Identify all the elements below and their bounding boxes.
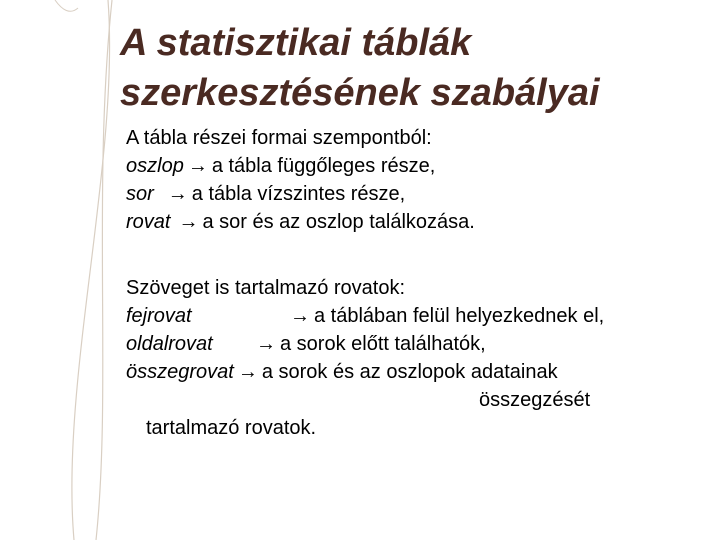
term-osszegrovat: összegrovat (126, 361, 234, 383)
title-line-1: A statisztikai táblák (120, 22, 472, 64)
list-item (126, 302, 604, 330)
arrow-icon: → (167, 183, 188, 205)
decorative-curve-left (72, 0, 110, 540)
decorative-curve-right (96, 0, 112, 540)
term-oldalrovat: oldalrovat (126, 333, 213, 355)
definition-text: a tábla függőleges része, (211, 155, 436, 177)
arrow-icon: → (237, 361, 258, 383)
title-line-2: szerkesztésének szabályai (120, 72, 600, 114)
continuation-text: tartalmazó rovatok. (146, 417, 317, 439)
definition-text: a tábla vízszintes része, (191, 183, 406, 205)
arrow-icon: → (256, 333, 276, 355)
definition-text: a sor és az oszlop találkozása. (202, 211, 475, 233)
term-oszlop: oszlop (126, 155, 184, 177)
definition-text: a táblában felül helyezkednek el, (314, 305, 605, 327)
decorative-curve-top-right (55, 0, 78, 11)
definition-text: a sorok és az oszlopok adatainak (261, 361, 558, 383)
section2-heading: Szöveget is tartalmazó rovatok: (126, 277, 406, 299)
section1-heading: A tábla részei formai szempontból: (126, 127, 432, 149)
arrow-icon: → (178, 211, 199, 233)
term-sor: sor (126, 183, 154, 205)
list-item (126, 152, 435, 180)
term-rovat: rovat (126, 211, 171, 233)
definition-text: a sorok előtt találhatók, (280, 333, 486, 355)
list-item (126, 208, 475, 236)
arrow-icon: → (187, 155, 208, 177)
continuation-text: összegzését (479, 389, 591, 411)
slide-title (120, 18, 710, 118)
list-item (126, 358, 558, 386)
term-fejrovat: fejrovat (126, 305, 192, 327)
list-item (126, 180, 405, 208)
arrow-icon: → (290, 305, 310, 327)
list-item (126, 330, 486, 358)
